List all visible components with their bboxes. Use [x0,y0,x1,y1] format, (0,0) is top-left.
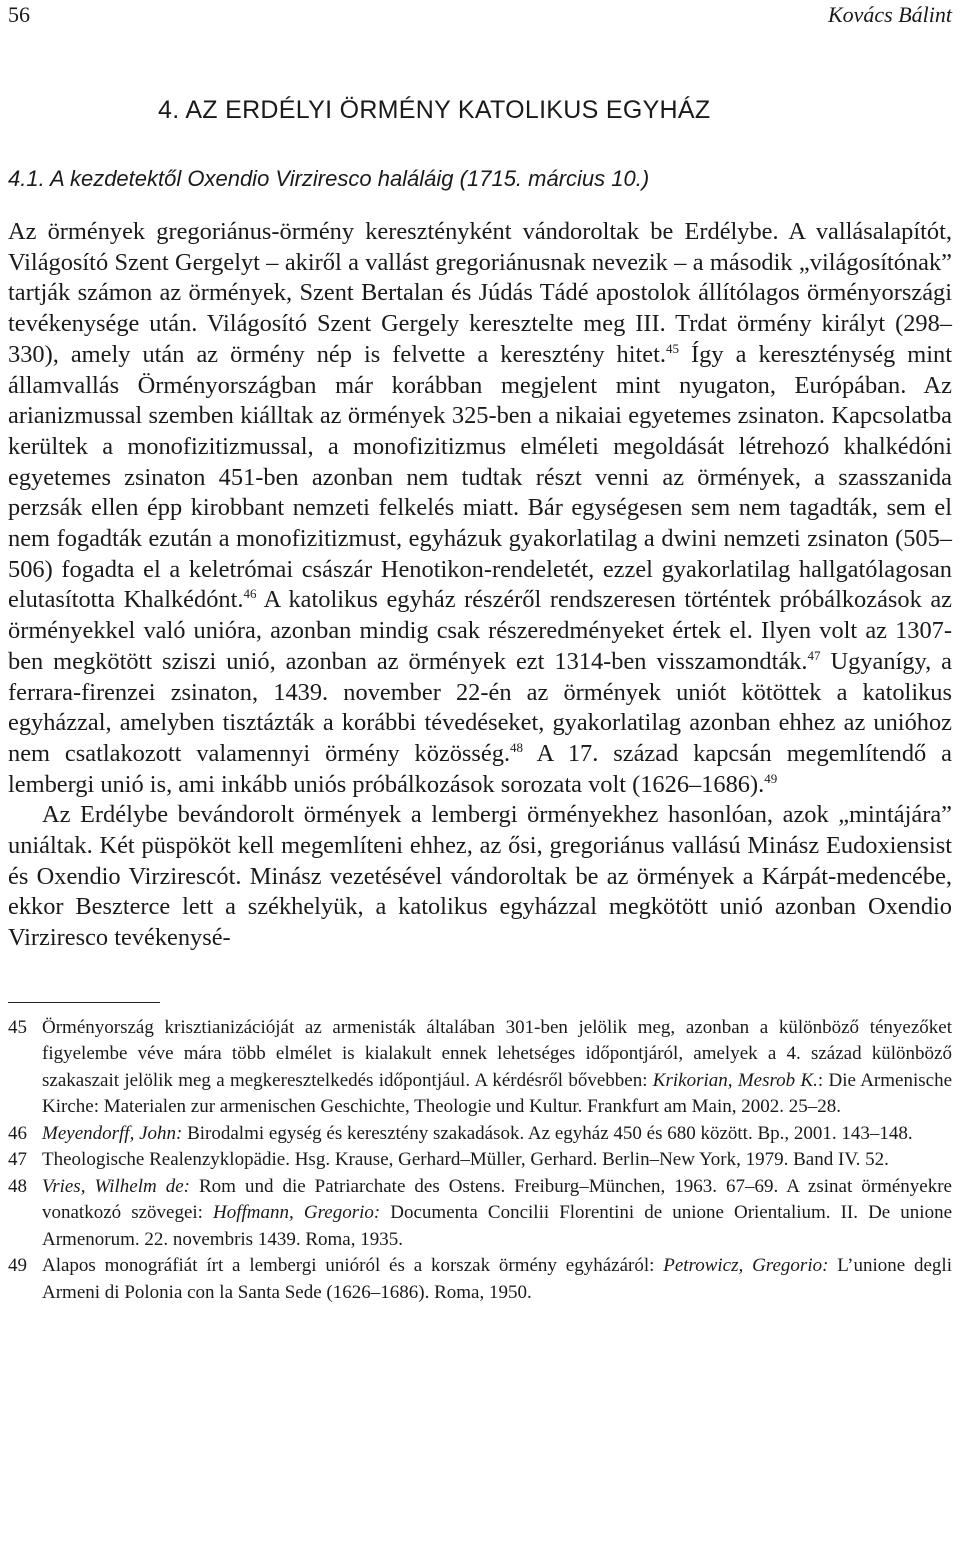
footnote-text-run: : Die Armenische Kirche: Materialen zur armenischen Geschichte, Theologie und Kultur. Frankfurt am Main, 2002. 25–28. [42,1069,953,1118]
footnote-ref[interactable]: 46 [243,586,257,602]
citation-author: Petrowicz, Gregorio: [663,1255,829,1277]
footnote-48 [8,1174,952,1254]
section-title: 4.1. A kezdetektől Oxendio Virziresco haláláig (1715. március 10.) [8,166,650,191]
footnote-47 [8,1147,952,1174]
page-number: 56 [8,2,30,27]
citation-author: Krikorian, Mesrob K. [652,1069,818,1091]
footnote-text-run: Birodalmi egység és keresztény szakadások. Az egyház 450 és 680 között. Bp., 2001. 143–148. [182,1122,913,1144]
footnote-text-run: Rom und die Patriarchate des Ostens. Freiburg–München, 1963. 67–69. A zsinat örményekre vonatkozó szövegei: [42,1175,952,1224]
text-segment: Az örmények gregoriánus-örmény keresztényként vándoroltak be Erdélybe. A vallásalapítót, Világosító Szent Gergelyt – akiről a vallást gregoriánusnak nevezik – a második „világosítónak” tartják számon az örmények, Szent Bertalan és Júdás Tádé apostolok állítólagos örményországi tevékenysége után. Világosító Szent Gergely keresztelte meg III. Trdat örmény királyt (298–330), amely után az örmény nép is felvette a keresztény hitet. [8,218,952,368]
footnotes [8,1015,952,1307]
footnote-ref[interactable]: 47 [807,647,821,663]
footnote-text-run: Theologische Realenzyklopädie. Hsg. Krause, Gerhard–Müller, Gerhard. Berlin–New York, 1979. Band IV. 52. [42,1149,889,1171]
footnote-text [42,1174,952,1254]
citation-author: Meyendorff, John: [42,1122,183,1144]
body-text [8,217,952,954]
footnote-number: 47 [8,1149,27,1171]
paragraph-1 [8,217,952,800]
footnote-49 [8,1253,952,1306]
footnote-text [42,1147,952,1174]
footnote-text [42,1253,952,1306]
text-segment: A 17. század kapcsán megemlítendő a lembergi unió is, ami inkább uniós próbálkozások sorozata volt (1626–1686). [8,739,952,798]
footnote-number: 46 [8,1122,27,1144]
text-segment: Így a kereszténység mint államvallás Örményországban már korábban megjelent mint nyugaton, Európában. Az arianizmussal szemben kiálltak az örmények 325-ben a nikaiai egyetemes zsinaton. Kapcsolatba kerültek a monofizitizmussal, a monofizitizmus elméleti megoldását létrehozó khalkédóni egyetemes zsinaton 451-ben azonban nem tudtak részt venni az örmények, a szasszanida perzsák ellen épp kirobbant nemzeti felkelés miatt. Bár egységesen sem nem tagadták, sem el nem fogadták ezután a monofizitizmust, egyházuk gyakorlatilag a dwini nemzeti zsinaton (505–506) fogadta el a keletrómai császár Henotikon-rendeletét, ezzel gyakorlatilag hallgatólagosan elutasította Khalkédónt. [8,340,952,614]
footnote-number: 49 [8,1255,27,1277]
text-segment: Ugyanígy, a ferrara-firenzei zsinaton, 1439. november 22-én az örmények uniót kötöttek a katolikus egyházzal, amelyben tisztázták a korábbi tévedéseket, gyakorlatilag azonban ehhez az unióhoz nem csatlakozott valamennyi örmény közösség. [8,647,952,767]
text-segment: A katolikus egyház részéről rendszeresen történtek próbálkozások az örményekkel való unióra, azonban mindig csak részeredményeket értek el. Ilyen volt az 1307-ben megkötött sziszi unió, azonban az örmények ezt 1314-ben visszamondták. [8,586,952,675]
footnote-ref[interactable]: 49 [764,770,778,786]
footnote-text-run: Örményország krisztianizációját az armenisták általában 301-ben jelölik meg, azonban a különböző tényezőket figyelembe véve mára több elmélet is kialakult ennek lehetséges időpontjáról, amelyek a 4. század különböző szakaszait jelölik meg a megkeresztelkedés időpontjául. A kérdésről bővebben: [42,1016,952,1091]
running-head-author: Kovács Bálint [827,2,952,27]
paragraph-2: Az Erdélybe bevándorolt örmények a lembergi örményekhez hasonlóan, azok „mintájára” uniáltak. Két püspököt kell megemlíteni ehhez, az ősi, gregoriánus vallású Minász Eudoxiensist és Oxendio Virzirescót. Minász vezetésével vándoroltak be az örmények a Kárpát-medencébe, ekkor Beszterce lett a székhelyük, a katolikus egyházzal megkötött unió azonban Oxendio Virziresco tevékenysé- [8,801,952,952]
chapter-title: 4. AZ ERDÉLYI ÖRMÉNY KATOLIKUS EGYHÁZ [158,96,711,124]
footnote-separator [8,1002,160,1003]
footnote-number: 45 [8,1016,27,1038]
footnote-number: 48 [8,1175,27,1197]
footnote-text [42,1015,952,1121]
footnote-ref[interactable]: 45 [666,340,680,356]
footnote-text-run: Documenta Concilii Florentini de unione Orientalium. II. De unione Armenorum. 22. novembris 1439. Roma, 1935. [42,1202,953,1250]
footnote-text-run: Alapos monográfiát írt a lembergi unióról és a korszak örmény egyházáról: [42,1255,664,1277]
footnote-ref[interactable]: 48 [510,739,524,755]
citation-author: Vries, Wilhelm de: [42,1175,190,1197]
footnote-45 [8,1015,952,1121]
footnote-46 [8,1121,952,1148]
citation-author: Hoffmann, Gregorio: [213,1202,381,1224]
page-header [8,0,952,40]
footnote-text [42,1121,952,1148]
document-page [8,0,952,1306]
footnote-text-run: L’unione degli Armeni di Polonia con la Santa Sede (1626–1686). Roma, 1950. [42,1255,952,1303]
